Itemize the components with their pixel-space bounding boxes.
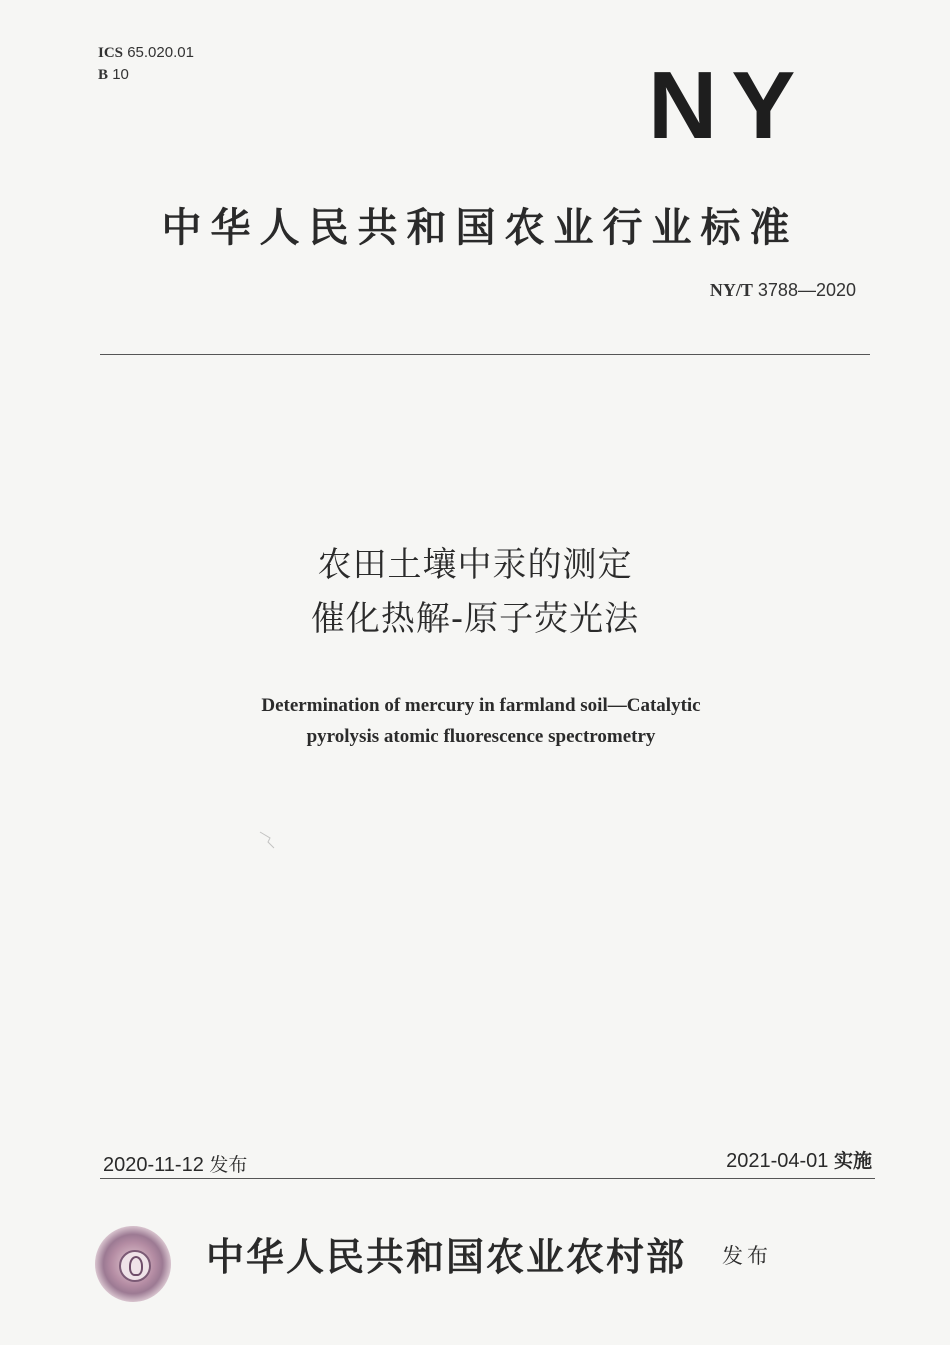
issue-word: 发布 xyxy=(209,1154,248,1176)
top-divider xyxy=(100,354,870,355)
chinese-title-line-1: 农田土壤中汞的测定 xyxy=(317,545,633,585)
issuer-name: 中华人民共和国农业农村部 xyxy=(206,1234,687,1279)
scan-smudge xyxy=(258,830,276,850)
english-title xyxy=(0,690,950,752)
implement-date-block xyxy=(726,1146,872,1173)
emblem-mark xyxy=(129,1256,143,1276)
ccs-label: B xyxy=(98,67,109,83)
ny-logo: NY xyxy=(648,52,810,159)
chinese-title-line-2: 催化热解-原子荧光法 xyxy=(310,599,640,639)
ccs-code: 10 xyxy=(112,66,129,83)
issue-date-block xyxy=(103,1150,247,1177)
bottom-divider xyxy=(100,1178,875,1179)
classification-codes xyxy=(98,42,194,86)
english-title-line-2: pyrolysis atomic fluorescence spectrometry xyxy=(306,726,656,747)
english-title-line-1: Determination of mercury in farmland soil—Catalytic xyxy=(261,695,701,716)
implement-word: 实施 xyxy=(833,1150,872,1172)
chinese-title xyxy=(0,538,950,646)
ics-code: 65.020.01 xyxy=(127,44,194,61)
ministry-emblem-icon xyxy=(95,1226,171,1302)
ccs-line xyxy=(98,64,194,86)
issuer-suffix: 发布 xyxy=(722,1244,772,1268)
ics-label: ICS xyxy=(98,45,124,61)
ics-line xyxy=(98,42,194,64)
implement-date: 2021-04-01 xyxy=(726,1150,829,1172)
standard-code-number: 3788—2020 xyxy=(757,280,856,300)
standard-code xyxy=(710,280,856,301)
issue-date: 2020-11-12 xyxy=(103,1154,204,1176)
standard-code-prefix: NY/T xyxy=(709,280,753,300)
standard-category-title: 中华人民共和国农业行业标准 xyxy=(161,205,799,251)
emblem-center xyxy=(119,1250,151,1282)
